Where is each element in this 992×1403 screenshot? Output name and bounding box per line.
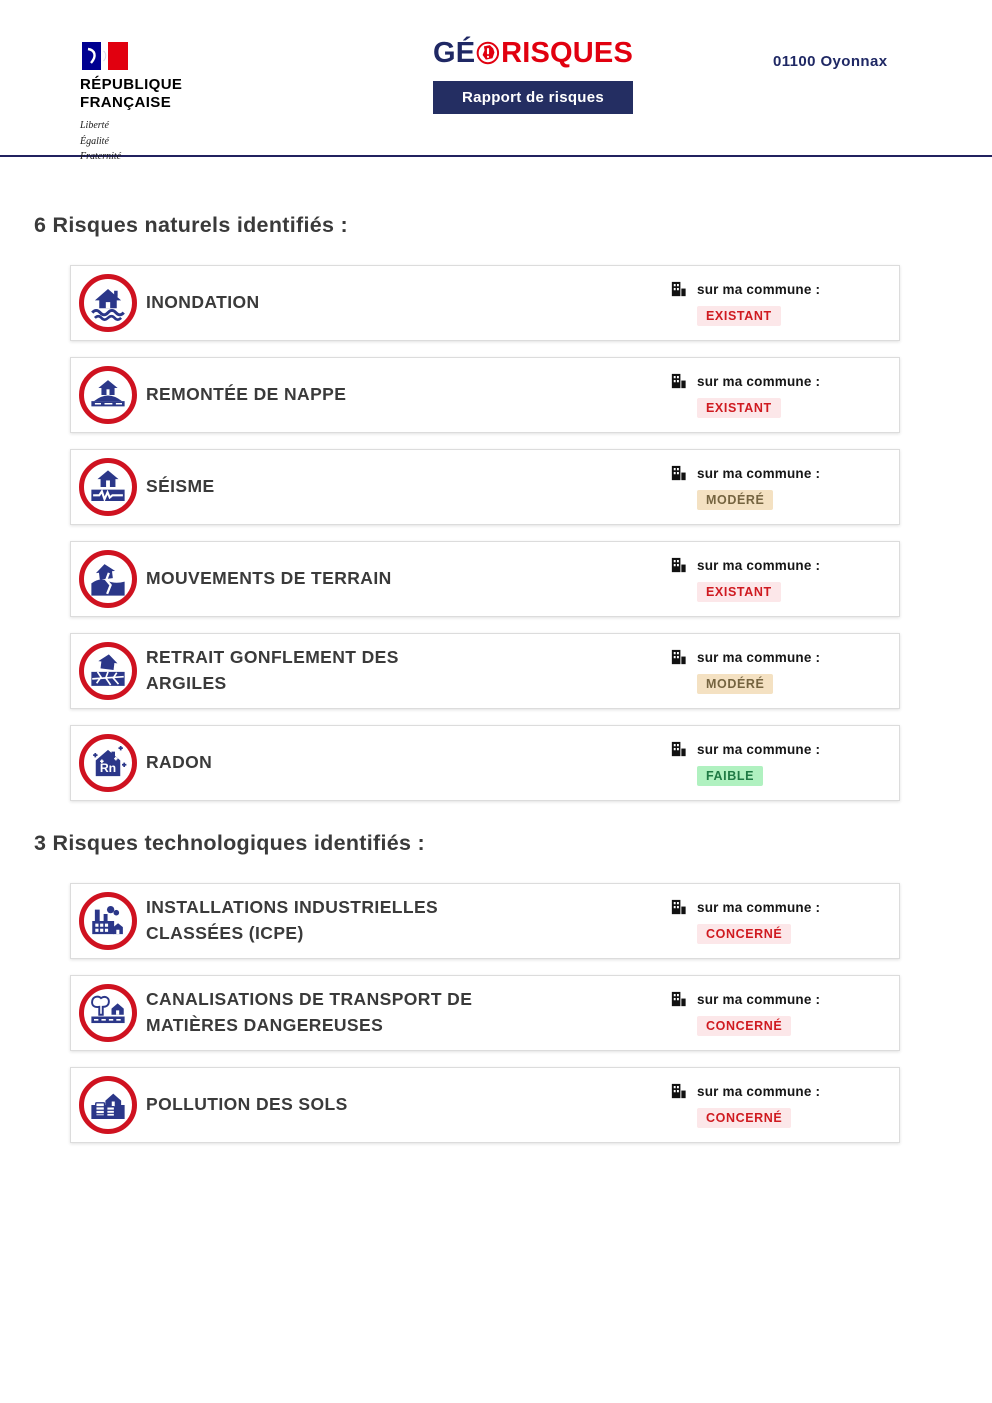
risk-title: RETRAIT GONFLEMENT DES ARGILES	[146, 647, 399, 693]
commune-row	[669, 740, 887, 759]
ground-movement-icon	[79, 550, 137, 608]
commune-status-block	[669, 740, 887, 786]
risk-title: REMONTÉE DE NAPPE	[146, 384, 347, 405]
risk-section	[0, 831, 992, 1143]
report-banner: Rapport de risques	[433, 81, 633, 114]
svg-text:Rn: Rn	[99, 760, 117, 775]
georisques-logo-suffix: RISQUES	[501, 36, 633, 69]
clay-shrink-swell-icon	[79, 642, 137, 700]
commune-row	[669, 372, 887, 391]
motto-line: Liberté	[80, 120, 109, 132]
risk-card	[70, 265, 900, 341]
status-badge: MODÉRÉ	[697, 674, 773, 694]
commune-row	[669, 556, 887, 575]
soil-pollution-icon	[79, 1076, 137, 1134]
commune-context-label: sur ma commune :	[697, 992, 821, 1007]
risk-title: POLLUTION DES SOLS	[146, 1094, 348, 1115]
risk-card	[70, 357, 900, 433]
building-icon	[669, 898, 688, 917]
status-badge: EXISTANT	[697, 306, 781, 326]
status-badge: FAIBLE	[697, 766, 763, 786]
commune-row	[669, 280, 887, 299]
commune-row	[669, 1082, 887, 1101]
building-icon	[669, 648, 688, 667]
commune-row	[669, 898, 887, 917]
republique-motto	[80, 118, 182, 165]
commune-context-label: sur ma commune :	[697, 558, 821, 573]
risk-card	[70, 725, 900, 801]
groundwater-rise-icon	[79, 366, 137, 424]
building-icon	[669, 464, 688, 483]
building-icon	[669, 990, 688, 1009]
building-icon	[669, 372, 688, 391]
status-badge: CONCERNÉ	[697, 1016, 791, 1036]
commune-context-label: sur ma commune :	[697, 374, 821, 389]
status-badge: EXISTANT	[697, 398, 781, 418]
georisques-logo	[433, 36, 633, 70]
commune-status-block	[669, 1082, 887, 1128]
flood-icon	[79, 274, 137, 332]
risk-card	[70, 883, 900, 959]
building-icon	[669, 556, 688, 575]
commune-row	[669, 464, 887, 483]
commune-context-label: sur ma commune :	[697, 466, 821, 481]
motto-line: Fraternité	[80, 151, 122, 163]
georisques-logo-prefix: GÉ	[433, 36, 476, 69]
risk-title: CANALISATIONS DE TRANSPORT DE MATIÈRES DANGEREUSES	[146, 989, 473, 1035]
motto-line: Égalité	[80, 135, 109, 147]
republique-name-line2: FRANÇAISE	[80, 93, 172, 111]
france-map-alert-icon	[476, 36, 500, 70]
building-icon	[669, 1082, 688, 1101]
commune-row	[669, 990, 887, 1009]
section-heading: 3 Risques technologiques identifiés :	[34, 831, 425, 855]
republique-francaise-logo	[80, 42, 182, 165]
commune-context-label: sur ma commune :	[697, 900, 821, 915]
risk-card	[70, 1067, 900, 1143]
commune-status-block	[669, 372, 887, 418]
commune-status-block	[669, 464, 887, 510]
radon-icon	[79, 734, 137, 792]
risk-card	[70, 975, 900, 1051]
risk-card	[70, 449, 900, 525]
risk-title: MOUVEMENTS DE TERRAIN	[146, 568, 392, 589]
main-content	[0, 157, 992, 1143]
commune-context-label: sur ma commune :	[697, 282, 821, 297]
status-badge: CONCERNÉ	[697, 1108, 791, 1128]
commune-status-block	[669, 898, 887, 944]
building-icon	[669, 280, 688, 299]
status-badge: CONCERNÉ	[697, 924, 791, 944]
republique-name	[80, 76, 182, 111]
risk-title: INONDATION	[146, 292, 260, 313]
status-badge: EXISTANT	[697, 582, 781, 602]
section-heading: 6 Risques naturels identifiés :	[34, 213, 348, 237]
commune-status-block	[669, 648, 887, 694]
risk-card	[70, 633, 900, 709]
french-flag-icon	[82, 42, 128, 70]
commune-status-block	[669, 280, 887, 326]
commune-label: 01100 Oyonnax	[773, 53, 888, 70]
pipeline-icon	[79, 984, 137, 1042]
commune-row	[669, 648, 887, 667]
risk-card	[70, 541, 900, 617]
header	[0, 0, 992, 163]
earthquake-icon	[79, 458, 137, 516]
commune-context-label: sur ma commune :	[697, 650, 821, 665]
republique-name-line1: RÉPUBLIQUE	[80, 76, 183, 93]
card-list	[0, 265, 992, 801]
status-badge: MODÉRÉ	[697, 490, 773, 510]
commune-status-block	[669, 990, 887, 1036]
commune-context-label: sur ma commune :	[697, 1084, 821, 1099]
risk-title: SÉISME	[146, 476, 215, 497]
building-icon	[669, 740, 688, 759]
risk-title: INSTALLATIONS INDUSTRIELLES CLASSÉES (ICPE)	[146, 897, 439, 943]
commune-status-block	[669, 556, 887, 602]
commune-context-label: sur ma commune :	[697, 742, 821, 757]
card-list	[0, 883, 992, 1143]
risk-title: RADON	[146, 752, 213, 773]
georisques-block	[433, 36, 633, 114]
risk-section	[0, 213, 992, 801]
industrial-plant-icon	[79, 892, 137, 950]
